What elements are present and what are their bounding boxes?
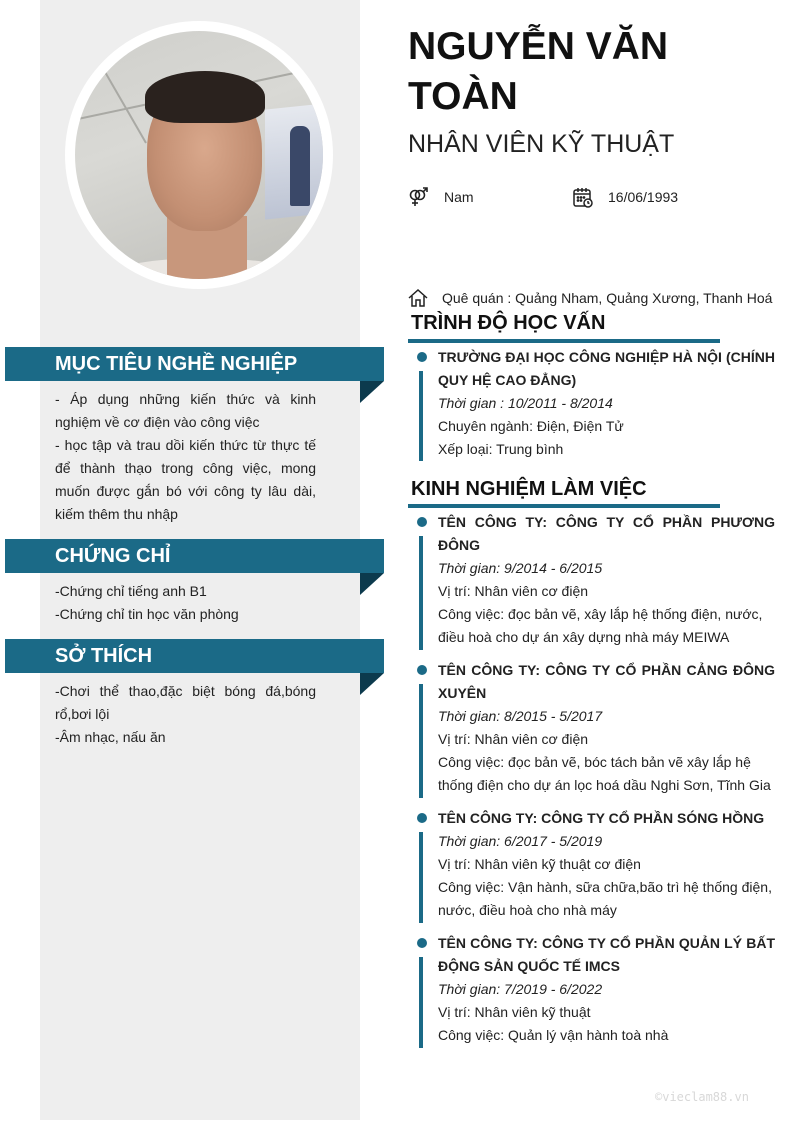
hobbies-section: [55, 680, 316, 749]
job-position: Vị trí: Nhân viên kỹ thuật: [438, 1004, 591, 1020]
objective-line: - Áp dụng những kiến thức và kinh nghiệm về cơ điện vào công việc: [55, 391, 316, 430]
objective-heading: MỤC TIÊU NGHỀ NGHIỆP: [5, 347, 384, 381]
banner-fold: [360, 573, 384, 595]
timeline-bar: [419, 684, 423, 798]
job-duties: Công việc: đọc bản vẽ, xây lắp hệ thống điện, nước, điều hoà cho dự án xây dựng nhà máy MEIWA: [438, 606, 763, 645]
hobby-item: -Âm nhạc, nấu ăn: [55, 729, 166, 745]
job-position: Vị trí: Nhân viên kỹ thuật cơ điện: [438, 856, 641, 872]
job-position: Vị trí: Nhân viên cơ điện: [438, 583, 589, 599]
timeline-dot: [417, 352, 427, 362]
banner-fold: [360, 673, 384, 695]
objective-line: - học tập và trau dồi kiến thức từ thực tế để thành thạo trong công việc, mong muốn được gắn bó với công ty lâu dài, kiếm thêm thu nhập: [55, 437, 316, 522]
job-title: NHÂN VIÊN KỸ THUẬT: [408, 130, 675, 158]
company-name: TÊN CÔNG TY: CÔNG TY CỔ PHẦN QUẢN LÝ BẤT ĐỘNG SẢN QUỐC TẾ IMCS: [438, 935, 775, 974]
banner-fold: [360, 381, 384, 403]
section-divider: [408, 504, 720, 508]
job-duties: Công việc: Quản lý vận hành toà nhà: [438, 1027, 669, 1043]
section-divider: [408, 339, 720, 343]
timeline-dot: [417, 517, 427, 527]
timeline-bar: [419, 536, 423, 650]
timeline-bar: [419, 832, 423, 923]
education-grade: Xếp loại: Trung bình: [438, 441, 564, 457]
avatar: [75, 31, 323, 279]
company-name: TÊN CÔNG TY: CÔNG TY CỔ PHẦN SÓNG HỒNG: [438, 810, 765, 826]
timeline-bar: [419, 371, 423, 461]
birthdate-value: 16/06/1993: [608, 189, 679, 205]
experience-item: [412, 807, 775, 922]
job-time: Thời gian: 9/2014 - 6/2015: [438, 560, 603, 576]
timeline-dot: [417, 665, 427, 675]
experience-item: [412, 932, 775, 1047]
hometown-info: [408, 288, 772, 308]
job-duties: Công việc: Vận hành, sữa chữa,bão trì hệ thống điện, nước, điều hoà cho nhà máy: [438, 879, 772, 918]
certificates-section: [55, 580, 316, 626]
birthdate-info: [572, 186, 678, 208]
candidate-name: NGUYỄN VĂN TOÀN: [408, 25, 669, 118]
watermark: ©vieclam88.vn: [655, 1090, 749, 1104]
job-time: Thời gian: 7/2019 - 6/2022: [438, 981, 603, 997]
hobbies-heading: SỞ THÍCH: [5, 639, 384, 673]
company-name: TÊN CÔNG TY: CÔNG TY CỔ PHẦN CẢNG ĐÔNG XUYÊN: [438, 662, 775, 701]
education-heading: TRÌNH ĐỘ HỌC VẤN: [411, 312, 606, 334]
experience-item: [412, 511, 775, 649]
education-item: [412, 346, 775, 461]
timeline-bar: [419, 957, 423, 1048]
certificate-item: -Chứng chỉ tiếng anh B1: [55, 583, 207, 599]
education-time: Thời gian : 10/2011 - 8/2014: [438, 395, 613, 411]
certificate-item: -Chứng chỉ tin học văn phòng: [55, 606, 239, 622]
timeline-dot: [417, 938, 427, 948]
gender-value: Nam: [444, 189, 474, 205]
certificates-heading: CHỨNG CHỈ: [5, 539, 384, 573]
job-time: Thời gian: 8/2015 - 5/2017: [438, 708, 603, 724]
experience-item: [412, 659, 775, 797]
experience-heading: KINH NGHIỆM LÀM VIỆC: [411, 478, 647, 500]
education-major: Chuyên ngành: Điện, Điện Tử: [438, 418, 624, 434]
job-time: Thời gian: 6/2017 - 5/2019: [438, 833, 603, 849]
gender-info: [408, 186, 474, 208]
timeline-dot: [417, 813, 427, 823]
gender-icon: [408, 186, 430, 208]
hobby-item: -Chơi thể thao,đặc biệt bóng đá,bóng rổ,bơi lội: [55, 683, 316, 722]
company-name: TÊN CÔNG TY: CÔNG TY CỔ PHẦN PHƯƠNG ĐÔNG: [438, 514, 775, 553]
hometown-value: Quê quán : Quảng Nham, Quảng Xương, Thanh Hoá: [442, 290, 773, 306]
calendar-icon: [572, 186, 594, 208]
objective-section: [55, 388, 316, 526]
job-position: Vị trí: Nhân viên cơ điện: [438, 731, 589, 747]
home-icon: [408, 288, 428, 308]
job-duties: Công việc: đọc bản vẽ, bóc tách bản vẽ xây lắp hệ thống điện cho dự án lọc hoá dầu Nghi Sơn, Tĩnh Gia: [438, 754, 771, 793]
school-name: TRƯỜNG ĐẠI HỌC CÔNG NGHIỆP HÀ NỘI (CHÍNH QUY HỆ CAO ĐẲNG): [438, 349, 775, 388]
